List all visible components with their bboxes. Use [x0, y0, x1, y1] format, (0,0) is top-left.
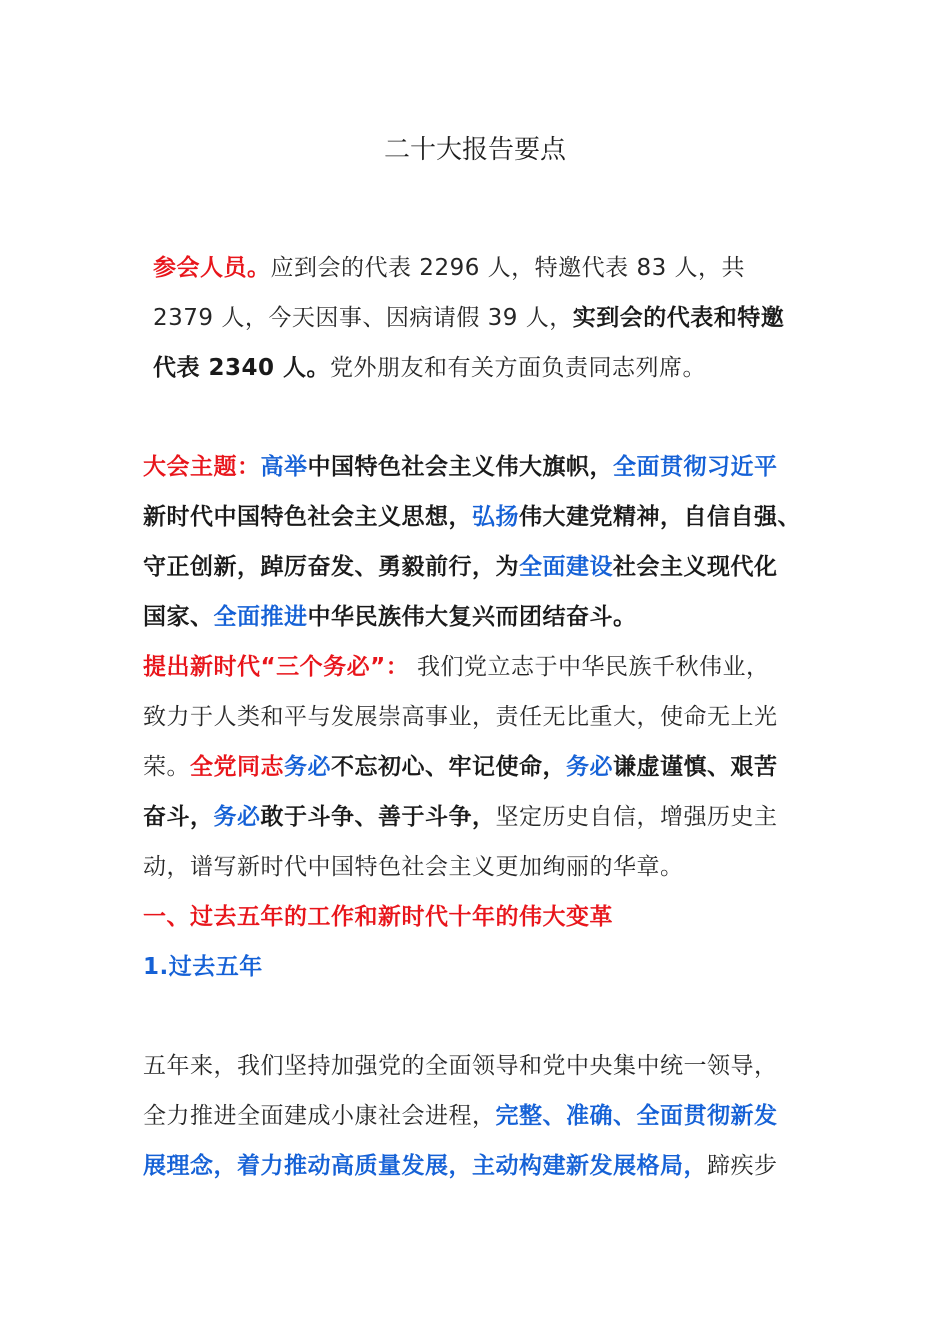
- musts-text-3: 荣。: [143, 754, 190, 780]
- musts-line-4: [143, 792, 778, 842]
- five-years-text-3: 蹄疾步: [707, 1153, 778, 1179]
- section-one: [143, 892, 613, 992]
- section-heading: 一、过去五年的工作和新时代十年的伟大变革: [143, 904, 613, 930]
- musts-line-3: [143, 742, 778, 792]
- attendance-line-2: [153, 293, 784, 343]
- musts-text-5: 动，谱写新时代中国特色社会主义更加绚丽的华章。: [143, 854, 684, 880]
- five-years-line-1: [143, 1041, 778, 1091]
- five-years-highlight-2: 展理念，着力推动高质量发展，主动构建新发展格局，: [143, 1153, 707, 1179]
- attendance-label: 参会人员。: [153, 255, 271, 281]
- section-subheading: 1.过去五年: [143, 954, 263, 980]
- musts-line-1: [143, 642, 778, 692]
- theme-highlight-1: 高举: [260, 454, 308, 480]
- five-years-text-1: 五年来，我们坚持加强党的全面领导和党中央集中统一领导，: [143, 1053, 778, 1079]
- theme-line-3: [143, 542, 801, 592]
- theme-text-1: 中国特色社会主义伟大旗帜，: [307, 454, 613, 480]
- musts-bold-3: 奋斗，: [143, 804, 214, 830]
- musts-text-4: 坚定历史自信，增强历史主: [495, 804, 778, 830]
- musts-highlight-1: 务必: [284, 754, 331, 780]
- five-years-line-3: [143, 1141, 778, 1191]
- five-years-line-2: [143, 1091, 778, 1141]
- theme-text-2: 新时代中国特色社会主义思想，: [143, 504, 472, 530]
- theme-paragraph: [143, 442, 801, 642]
- three-musts-paragraph: [143, 642, 778, 892]
- document-title: 二十大报告要点: [383, 135, 566, 165]
- theme-text-7: 中华民族伟大复兴而团结奋斗。: [307, 604, 637, 630]
- theme-highlight-3: 弘扬: [472, 504, 519, 530]
- five-years-highlight-1: 完整、准确、全面贯彻新发: [495, 1103, 778, 1129]
- attendance-text-2: 2379 人，今天因事、因病请假 39 人，: [153, 305, 573, 331]
- musts-bold-2: 谦虚谨慎、艰苦: [613, 754, 778, 780]
- attendance-text-3: 党外朋友和有关方面负责同志列席。: [330, 355, 707, 381]
- five-years-text-2: 全力推进全面建成小康社会进程，: [143, 1103, 496, 1129]
- theme-highlight-5: 全面推进: [213, 604, 308, 630]
- musts-label: 提出新时代“三个务必”：: [143, 654, 410, 680]
- attendance-bold-2: 代表 2340 人。: [153, 355, 331, 381]
- musts-highlight-red: 全党同志: [190, 754, 284, 780]
- theme-highlight-4: 全面建设: [519, 554, 613, 580]
- musts-bold-4: 敢于斗争、善于斗争，: [260, 804, 496, 830]
- theme-text-3: 伟大建党精神，自信自强、: [519, 504, 801, 530]
- theme-text-4: 守正创新，踔厉奋发、勇毅前行，为: [143, 554, 519, 580]
- attendance-paragraph: [153, 243, 784, 393]
- attendance-bold-1: 实到会的代表和特邀: [572, 305, 785, 331]
- attendance-line-3: [153, 343, 784, 393]
- theme-highlight-2: 全面贯彻习近平: [613, 454, 778, 480]
- attendance-text-1: 应到会的代表 2296 人，特邀代表 83 人，共: [270, 255, 746, 281]
- theme-line-4: [143, 592, 801, 642]
- theme-label: 大会主题：: [143, 454, 261, 480]
- musts-text-2: 致力于人类和平与发展崇高事业，责任无比重大，使命无上光: [143, 704, 778, 730]
- five-years-paragraph: [143, 1041, 778, 1191]
- theme-line-2: [143, 492, 801, 542]
- musts-highlight-2: 务必: [566, 754, 613, 780]
- musts-highlight-3: 务必: [213, 804, 261, 830]
- musts-line-2: [143, 692, 778, 742]
- musts-text-1: 我们党立志于中华民族千秋伟业，: [417, 654, 770, 680]
- theme-text-6: 国家、: [143, 604, 214, 630]
- musts-bold-1: 不忘初心、牢记使命，: [331, 754, 566, 780]
- theme-text-5: 社会主义现代化: [613, 554, 778, 580]
- theme-line-1: [143, 442, 801, 492]
- attendance-line-1: [153, 243, 784, 293]
- musts-line-5: [143, 842, 778, 892]
